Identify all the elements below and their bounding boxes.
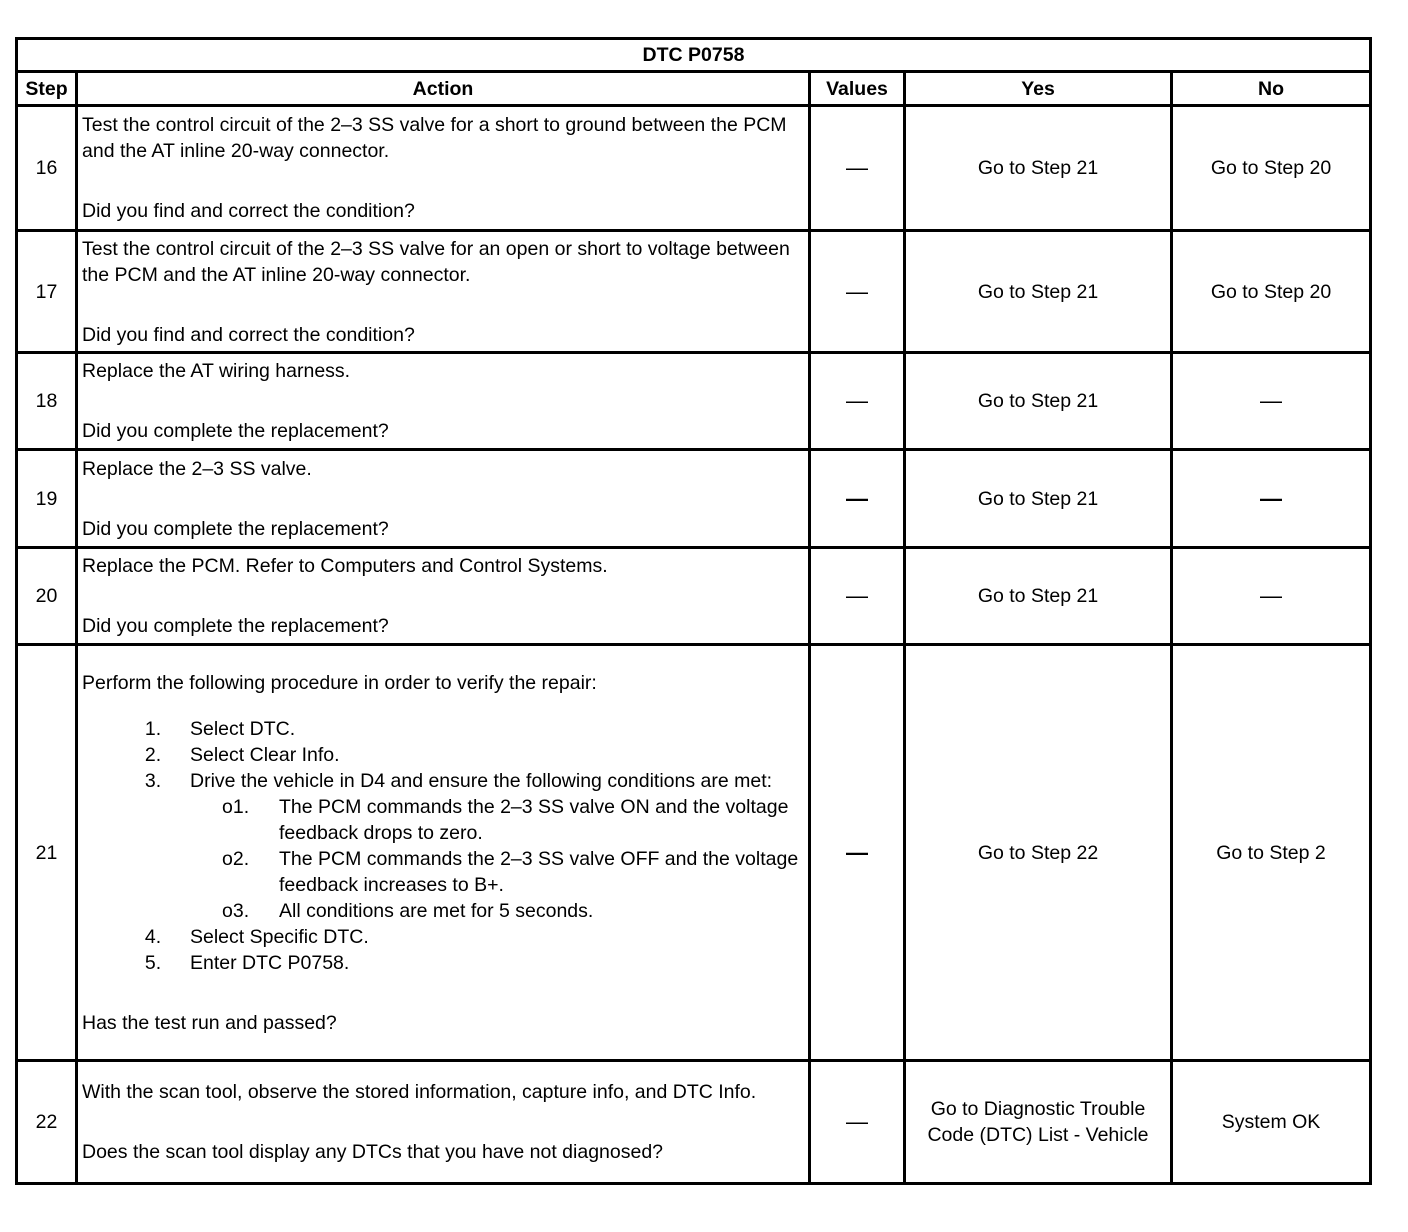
condition-item: o The PCM commands the 2–3 SS valve ON and the voltage feedback drops to zero.: [260, 794, 804, 846]
procedure-item: [172, 768, 804, 924]
action-text: Perform the following procedure in order to verify the repair:: [82, 671, 597, 694]
step-number: 21: [17, 645, 77, 1061]
action-question: Does the scan tool display any DTCs that you have not diagnosed?: [82, 1141, 664, 1163]
no-cell: Go to Step 2: [1172, 645, 1371, 1061]
values-cell: —: [810, 106, 905, 231]
yes-cell: Go to Step 22: [905, 645, 1172, 1061]
values-cell: —: [810, 353, 905, 450]
action-question: Has the test run and passed?: [82, 1011, 337, 1034]
values-cell: —: [810, 231, 905, 353]
action-cell: [77, 106, 810, 231]
action-text: Replace the AT wiring harness.: [82, 360, 351, 382]
action-text: With the scan tool, observe the stored information, capture info, and DTC Info.: [82, 1081, 757, 1103]
procedure-item: 2. Select Clear Info.: [172, 742, 804, 768]
table-row-step-21: [17, 645, 1371, 1061]
step-number: 18: [17, 353, 77, 450]
action-cell: [77, 353, 810, 450]
procedure-item: 1. Select DTC.: [172, 716, 804, 742]
step-number: 16: [17, 106, 77, 231]
action-question: Did you complete the replacement?: [82, 517, 389, 540]
action-cell: [77, 645, 810, 1061]
values-cell: —: [810, 450, 905, 548]
values-cell: —: [810, 548, 905, 645]
action-question: Did you complete the replacement?: [82, 615, 389, 637]
yes-cell: Go to Step 21: [905, 548, 1172, 645]
yes-cell: Go to Step 21: [905, 450, 1172, 548]
action-text: Replace the PCM. Refer to Computers and Control Systems.: [82, 555, 608, 577]
values-cell: —: [810, 645, 905, 1061]
values-cell: —: [810, 1061, 905, 1184]
table-row-step-17: [17, 231, 1371, 353]
no-cell: Go to Step 20: [1172, 106, 1371, 231]
step-number: 22: [17, 1061, 77, 1184]
action-question: Did you complete the replacement?: [82, 420, 389, 442]
header-no: No: [1172, 72, 1371, 106]
header-step: Step: [17, 72, 77, 106]
no-cell: —: [1172, 450, 1371, 548]
no-cell: Go to Step 20: [1172, 231, 1371, 353]
action-question: Did you find and correct the condition?: [82, 323, 415, 346]
action-cell: [77, 450, 810, 548]
table-row-step-16: [17, 106, 1371, 231]
no-cell: —: [1172, 548, 1371, 645]
yes-cell: Go to Step 21: [905, 231, 1172, 353]
no-cell: System OK: [1172, 1061, 1371, 1184]
header-values: Values: [810, 72, 905, 106]
procedure-item-text: Drive the vehicle in D4 and ensure the following conditions are met:: [190, 769, 773, 792]
yes-cell: Go to Step 21: [905, 106, 1172, 231]
action-cell: [77, 548, 810, 645]
table-row-step-19: [17, 450, 1371, 548]
yes-cell: Go to Diagnostic Trouble Code (DTC) List - Vehicle: [905, 1061, 1172, 1184]
conditions-list: [190, 794, 804, 924]
condition-item: o All conditions are met for 5 seconds.: [260, 898, 804, 924]
action-text: Test the control circuit of the 2–3 SS valve for an open or short to voltage between the PCM and the AT inline 20-way connector.: [82, 237, 790, 286]
step-number: 17: [17, 231, 77, 353]
yes-cell: Go to Step 21: [905, 353, 1172, 450]
action-cell: [77, 1061, 810, 1184]
action-text: Replace the 2–3 SS valve.: [82, 457, 312, 480]
condition-item: o The PCM commands the 2–3 SS valve OFF and the voltage feedback increases to B+.: [260, 846, 804, 898]
step-number: 19: [17, 450, 77, 548]
table-row-step-22: [17, 1061, 1371, 1184]
dtc-table: [15, 37, 1372, 1185]
procedure-list: [82, 716, 804, 976]
table-row-step-20: [17, 548, 1371, 645]
step-number: 20: [17, 548, 77, 645]
procedure-item: 5. Enter DTC P0758.: [172, 950, 804, 976]
procedure-item: 4. Select Specific DTC.: [172, 924, 804, 950]
action-text: Test the control circuit of the 2–3 SS valve for a short to ground between the PCM and the AT inline 20-way connector.: [82, 114, 787, 162]
table-title: DTC P0758: [17, 39, 1371, 72]
action-question: Did you find and correct the condition?: [82, 200, 415, 222]
header-action: Action: [77, 72, 810, 106]
table-row-step-18: [17, 353, 1371, 450]
action-cell: [77, 231, 810, 353]
header-yes: Yes: [905, 72, 1172, 106]
no-cell: —: [1172, 353, 1371, 450]
